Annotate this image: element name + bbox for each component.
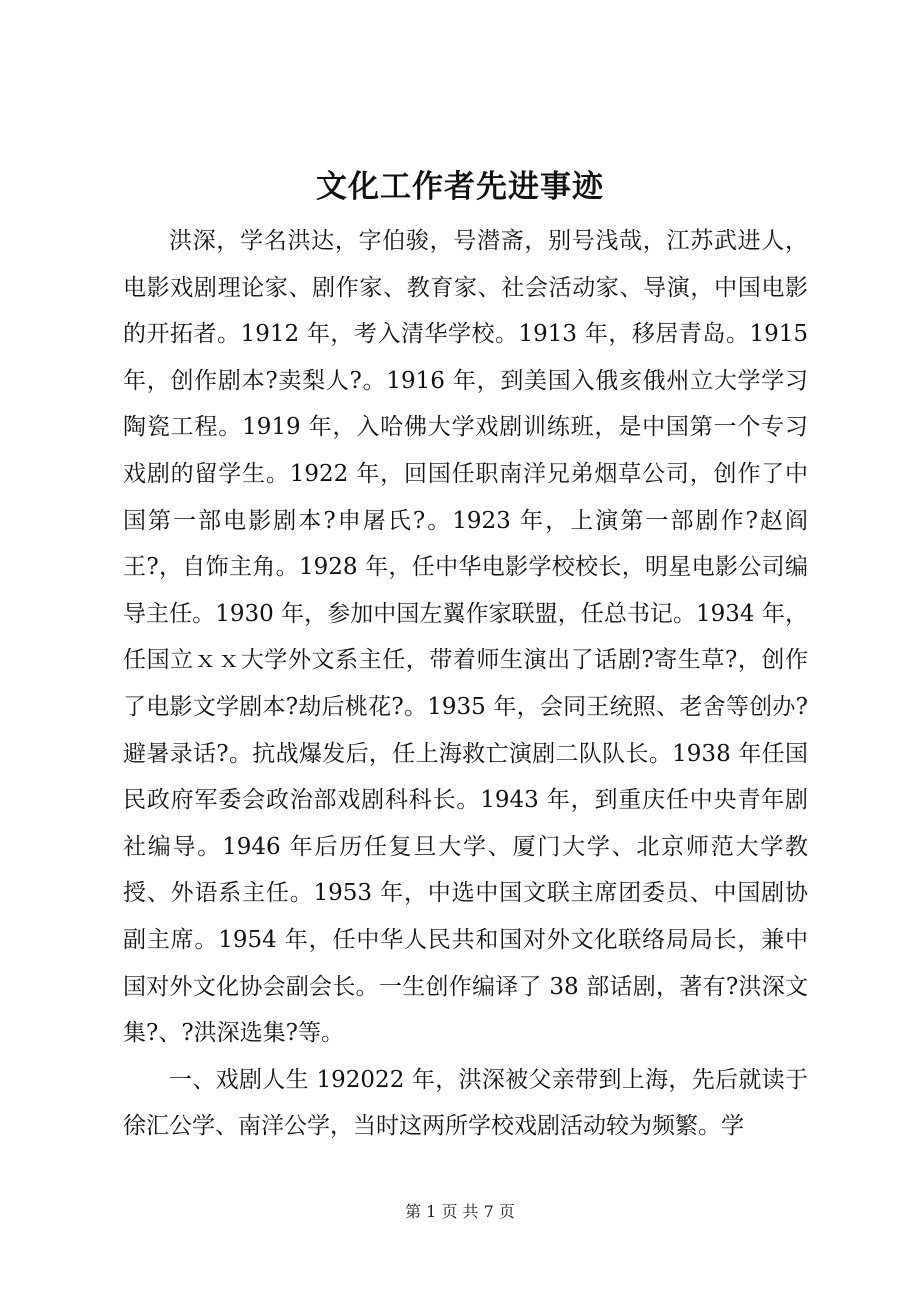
page-number-footer: 第 1 页 共 7 页 [405,1202,515,1221]
document-body [123,218,808,1150]
document-title: 文化工作者先进事迹 [316,169,604,205]
paragraph-drama-life: 一、戏剧人生 192022 年，洪深被父亲带到上海，先后就读于徐汇公学、南洋公学，当时这两所学校戏剧活动较为频繁。学 [123,1066,808,1140]
paragraph-biography: 洪深，学名洪达，字伯骏，号潜斋，别号浅哉，江苏武进人，电影戏剧理论家、剧作家、教育家、社会活动家、导演，中国电影的开拓者。1912 年，考入清华学校。1913 年，移居青岛。1915 年，创作剧本?卖梨人?。1916 年，到美国入俄亥俄州立大学学习陶瓷工程。1919 年，入哈佛大学戏剧训练班，是中国第一个专习戏剧的留学生。1922 年，回国任职南洋兄弟烟草公司，创作了中国第一部电影剧本?申屠氏?。1923 年，上演第一部剧作?赵阎王?，自饰主角。1928 年，任中华电影学校校长，明星电影公司编导主任。1930 年，参加中国左翼作家联盟，任总书记。1934 年，任国立ｘｘ大学外文系主任，带着师生演出了话剧?寄生草?，创作了电影文学剧本?劫后桃花?。1935 年，会同王统照、老舍等创办?避暑录话?。抗战爆发后，任上海救亡演剧二队队长。1938 年任国民政府军委会政治部戏剧科科长。1943 年，到重庆任中央青年剧社编导。1946 年后历任复旦大学、厦门大学、北京师范大学教授、外语系主任。1953 年，中选中国文联主席团委员、中国剧协副主席。1954 年，任中华人民共和国对外文化联络局局长，兼中国对外文化协会副会长。一生创作编译了 38 部话剧，著有?洪深文集?、?洪深选集?等。 [123,228,808,1047]
